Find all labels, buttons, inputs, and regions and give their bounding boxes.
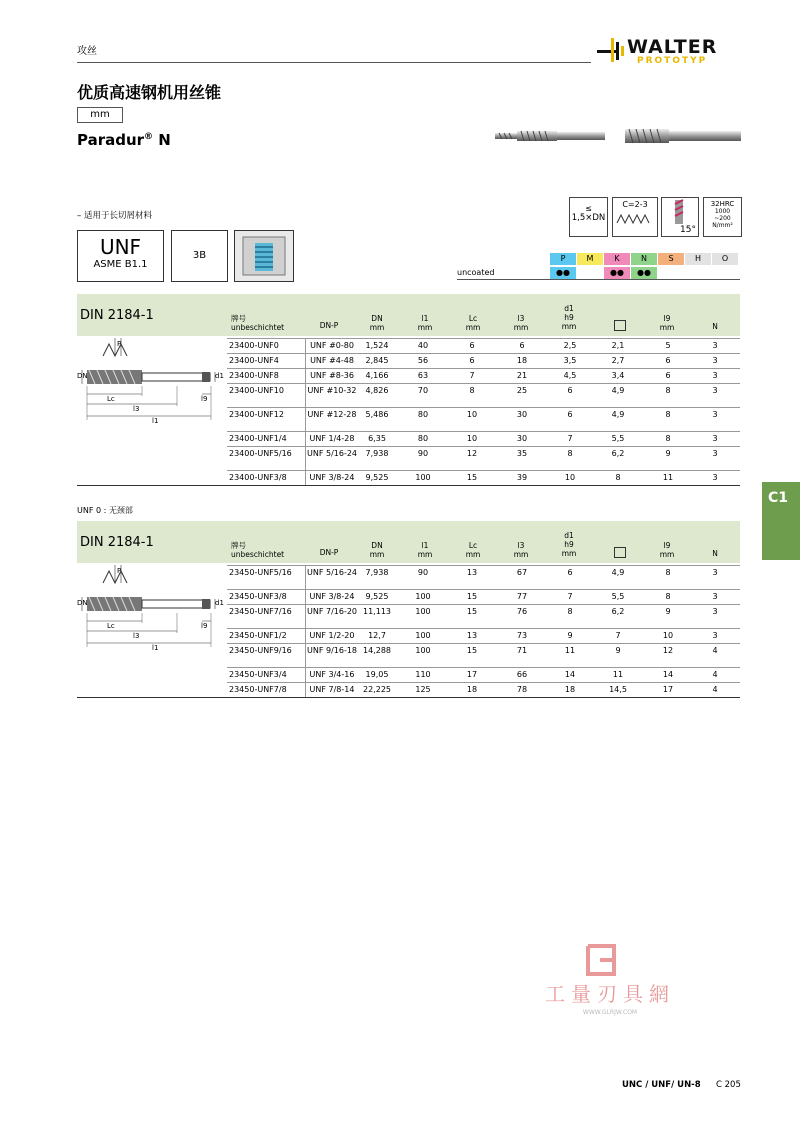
cell-l3: 21 [516,371,528,380]
article-code: 23400-UNF12 [229,410,284,419]
cell-l9: 9 [665,449,671,458]
material-k: K [604,253,630,265]
thread-type: UNF [99,235,142,259]
cell-l1: 90 [417,449,429,458]
cell-d1: 6 [567,386,573,395]
page-number: C 205 [716,1080,741,1090]
depth-value: 1,5×DN [571,213,606,223]
cell-lc: 15 [466,473,478,482]
cell-dn: 7,938 [365,568,389,577]
col-dn: DN mm [369,314,385,332]
cell-lc: 15 [466,646,478,655]
col-l3: l3 mm [513,541,529,559]
cell-dnp: UNF 5/16-24 [307,449,358,458]
material-rating-h [685,267,711,279]
cell-l1: 63 [417,371,429,380]
cell-l3: 35 [516,449,528,458]
material-n: N [631,253,657,265]
cell-dn: 19,05 [365,670,389,679]
cell-dn: 6,35 [368,434,386,443]
cell-d1: 6 [567,410,573,419]
cell-l9: 8 [665,592,671,601]
article-code: 23400-UNF3/8 [229,473,287,482]
cell-l9: 8 [665,434,671,443]
col-n: N [712,549,718,558]
article-code: 23450-UNF1/2 [229,631,287,640]
cell-d1: 8 [567,607,573,616]
cell-d1: 4,5 [563,371,577,380]
cell-n: 3 [712,341,718,350]
cell-n: 3 [712,386,718,395]
article-code: 23450-UNF7/8 [229,685,287,694]
tap-dimension-drawing: DN d1 P Lc l3 l1 l9 [77,340,224,425]
table-row [227,431,740,447]
table-row [227,383,740,408]
cell-dnp: UNF #12-28 [307,410,357,419]
table-bottom-rule [77,485,740,486]
cell-sq: 11 [612,670,624,679]
chamfer-value: C=2-3 [622,200,648,209]
material-o: O [712,253,738,265]
cell-d1: 18 [564,685,576,694]
cell-l9: 5 [665,341,671,350]
cell-l1: 80 [417,410,429,419]
cell-lc: 6 [469,356,475,365]
cell-l9: 8 [665,386,671,395]
cell-sq: 8 [615,473,621,482]
header-divider [77,62,591,63]
column-separator [305,338,306,485]
cell-sq: 14,5 [609,685,627,694]
cell-d1: 11 [564,646,576,655]
cell-d1: 14 [564,670,576,679]
table-row [227,565,740,590]
article-code: 23400-UNF10 [229,386,284,395]
cell-d1: 7 [567,592,573,601]
cell-dn: 5,486 [365,410,389,419]
table-row [227,604,740,629]
tap-image-1 [495,131,605,141]
cell-d1: 2,5 [563,341,577,350]
cell-d1: 7 [567,434,573,443]
cell-l9: 17 [662,685,674,694]
hardness-unit: N/mm² [712,222,733,229]
col-l9: l9 mm [659,314,675,332]
cell-lc: 15 [466,607,478,616]
cell-n: 3 [712,568,718,577]
cell-l3: 18 [516,356,528,365]
cell-l3: 77 [516,592,528,601]
cell-l3: 76 [516,607,528,616]
cell-l3: 39 [516,473,528,482]
footer-label: UNC / UNF/ UN-8 [622,1080,701,1090]
cell-l3: 25 [516,386,528,395]
footnote: UNF 0 : 无颈部 [77,506,133,515]
table-header [77,294,740,336]
cell-l1: 56 [417,356,429,365]
cell-lc: 7 [469,371,475,380]
watermark-text: 工量刃具網 [545,982,675,1006]
table-bottom-rule [77,697,740,698]
coating-divider [457,279,740,280]
cell-dnp: UNF 1/2-20 [309,631,355,640]
col-n: N [712,322,718,331]
standard-label: DIN 2184-1 [80,308,154,323]
cell-dnp: UNF #10-32 [307,386,357,395]
cell-l1: 80 [417,434,429,443]
product-name: Paradur® N [77,131,171,149]
chapter-tab[interactable]: C1 [762,482,800,560]
cell-sq: 4,9 [611,386,625,395]
cell-lc: 18 [466,685,478,694]
material-rating-m [577,267,603,279]
dim-l1: l1 [152,644,159,652]
article-code: 23450-UNF9/16 [229,646,292,655]
cell-l1: 70 [417,386,429,395]
material-h: H [685,253,711,265]
table-row [227,667,740,683]
table-row [227,589,740,605]
cell-sq: 6,2 [611,607,625,616]
dim-d1: d1 [215,599,224,607]
cell-l3: 73 [516,631,528,640]
article-code: 23400-UNF4 [229,356,279,365]
cell-sq: 9 [615,646,621,655]
cell-lc: 13 [466,568,478,577]
col-lc: Lc mm [465,541,481,559]
helix-angle: 15° [680,225,696,235]
helix-box [661,197,699,237]
col-l1: l1 mm [417,541,433,559]
logo-wordmark: WALTER [627,36,718,58]
article-code: 23400-UNF0 [229,341,279,350]
cell-l3: 30 [516,410,528,419]
cell-n: 3 [712,631,718,640]
dim-lc: Lc [107,395,115,403]
cell-sq: 2,1 [611,341,625,350]
dim-d1: d1 [215,372,224,380]
cell-sq: 5,5 [611,434,625,443]
col-dnp: DN-P [319,321,339,330]
material-rating-o [712,267,738,279]
material-rating-s [658,267,684,279]
chamfer-box [612,197,658,237]
cell-dnp: UNF #8-36 [310,371,354,380]
col-d1: d1 h9 mm [561,531,577,558]
cell-n: 3 [712,371,718,380]
table-row [227,368,740,384]
table-row [227,682,740,698]
cell-n: 3 [712,434,718,443]
threaded-hole-icon [234,230,294,282]
cell-n: 3 [712,473,718,482]
hardness-box [703,197,742,237]
dim-l9: l9 [201,395,208,403]
cell-dnp: UNF #0-80 [310,341,354,350]
cell-sq: 2,7 [611,356,625,365]
col-d1: d1 h9 mm [561,304,577,331]
cell-dnp: UNF #4-48 [310,356,354,365]
cell-lc: 17 [466,670,478,679]
table-row [227,353,740,369]
cell-sq: 6,2 [611,449,625,458]
thread-type-box [77,230,164,282]
col-l3: l3 mm [513,314,529,332]
cell-l1: 110 [415,670,431,679]
cell-n: 3 [712,356,718,365]
dim-lc: Lc [107,622,115,630]
cell-lc: 13 [466,631,478,640]
tolerance-box: 3B [171,230,228,282]
col-lc: Lc mm [465,314,481,332]
hardness-min: ~200 [714,215,731,222]
cell-dnp: UNF 5/16-24 [307,568,358,577]
table-row [227,446,740,471]
cell-l9: 10 [662,631,674,640]
cell-dnp: UNF 7/16-20 [307,607,358,616]
cell-dnp: UNF 3/8-24 [309,473,355,482]
cell-l1: 100 [415,473,431,482]
cell-dn: 1,524 [365,341,389,350]
article-code: 23400-UNF1/4 [229,434,287,443]
dim-l1: l1 [152,417,159,425]
cell-sq: 4,9 [611,568,625,577]
cell-l3: 67 [516,568,528,577]
cell-l9: 6 [665,371,671,380]
col-l1: l1 mm [417,314,433,332]
cell-l9: 8 [665,568,671,577]
cell-l9: 8 [665,410,671,419]
logo-bars-icon [597,36,627,66]
cell-l9: 6 [665,356,671,365]
cell-d1: 6 [567,568,573,577]
cell-lc: 10 [466,434,478,443]
dim-l3: l3 [133,405,140,413]
cell-dnp: UNF 1/4-28 [309,434,355,443]
cell-dnp: UNF 7/8-14 [309,685,355,694]
cell-n: 3 [712,592,718,601]
dim-l9: l9 [201,622,208,630]
cell-lc: 10 [466,410,478,419]
cell-dnp: UNF 9/16-18 [307,646,358,655]
cell-l3: 71 [516,646,528,655]
walter-logo [597,30,742,70]
cell-n: 4 [712,670,718,679]
col-l9: l9 mm [659,541,675,559]
cell-l9: 11 [662,473,674,482]
article-code: 23450-UNF3/4 [229,670,287,679]
cell-l1: 100 [415,607,431,616]
cell-n: 3 [712,410,718,419]
material-rating-k: ●● [604,267,630,279]
depth-symbol: ≤ [585,204,592,213]
cell-n: 4 [712,646,718,655]
cell-lc: 15 [466,592,478,601]
helix-flute-icon [663,198,697,224]
cell-lc: 6 [469,341,475,350]
cell-l9: 12 [662,646,674,655]
page-title: 优质高速钢机用丝锥 [77,83,222,102]
cell-l1: 100 [415,631,431,640]
standard-label: DIN 2184-1 [80,535,154,550]
article-code: 23400-UNF5/16 [229,449,292,458]
cell-d1: 3,5 [563,356,577,365]
coating-label: uncoated [457,268,495,277]
cell-d1: 9 [567,631,573,640]
cell-sq: 7 [615,631,621,640]
material-rating-p: ●● [550,267,576,279]
table-row [227,470,740,486]
table-row [227,628,740,644]
cell-dn: 4,826 [365,386,389,395]
cell-dnp: UNF 3/8-24 [309,592,355,601]
dim-l3: l3 [133,632,140,640]
cell-dn: 12,7 [368,631,386,640]
article-code: 23450-UNF5/16 [229,568,292,577]
logo-subtitle: PROTOTYP [637,56,708,66]
cell-d1: 10 [564,473,576,482]
cell-l3: 30 [516,434,528,443]
cell-n: 3 [712,607,718,616]
cell-l9: 9 [665,607,671,616]
table-header [77,521,740,563]
cell-dn: 14,288 [363,646,391,655]
section-label: 攻丝 [77,46,97,57]
cell-n: 4 [712,685,718,694]
tap-dimension-drawing: DN d1 P Lc l3 l1 l9 [77,567,224,652]
dim-dn: DN [77,599,88,607]
cell-l3: 66 [516,670,528,679]
cell-dn: 22,225 [363,685,391,694]
cell-l9: 14 [662,670,674,679]
material-s: S [658,253,684,265]
unit-box: mm [77,107,123,123]
col-dnp: DN-P [319,548,339,557]
cell-l1: 100 [415,592,431,601]
cell-dn: 2,845 [365,356,389,365]
cell-dn: 7,938 [365,449,389,458]
cell-dn: 9,525 [365,473,389,482]
table-row [227,643,740,668]
column-separator [305,565,306,697]
cell-l1: 100 [415,646,431,655]
chamfer-form-icon [615,209,655,229]
material-m: M [577,253,603,265]
table-row [227,407,740,432]
col-square-icon [614,320,626,331]
cell-lc: 12 [466,449,478,458]
thread-standard: ASME B1.1 [93,259,148,270]
cell-dn: 9,525 [365,592,389,601]
tap-images [495,126,745,148]
cell-d1: 8 [567,449,573,458]
cell-dn: 4,166 [365,371,389,380]
cell-l1: 90 [417,568,429,577]
article-code: 23450-UNF7/16 [229,607,292,616]
cell-dn: 11,113 [363,607,391,616]
suitable-note: – 适用于长切屑材料 [77,211,152,221]
cell-sq: 4,9 [611,410,625,419]
col-square-icon [614,547,626,558]
cell-n: 3 [712,449,718,458]
col-dn: DN mm [369,541,385,559]
material-p: P [550,253,576,265]
cell-l1: 125 [415,685,431,694]
cell-sq: 3,4 [611,371,625,380]
hardness-hrc: 32HRC [710,200,735,208]
dim-dn: DN [77,372,88,380]
hardness-max: 1000 [714,208,731,215]
cell-dnp: UNF 3/4-16 [309,670,355,679]
material-rating-n: ●● [631,267,657,279]
col-brand: 牌号 unbeschichtet [231,541,285,559]
article-code: 23400-UNF8 [229,371,279,380]
cell-l1: 40 [417,341,429,350]
table-row [227,338,740,354]
cell-lc: 8 [469,386,475,395]
watermark-logo-icon [582,942,622,978]
thread-depth-box [569,197,608,237]
col-brand: 牌号 unbeschichtet [231,314,285,332]
cell-l3: 78 [516,685,528,694]
watermark-url: WWW.GLRJW.COM [582,1009,638,1016]
cell-l3: 6 [519,341,525,350]
tap-image-2 [625,129,741,143]
article-code: 23450-UNF3/8 [229,592,287,601]
watermark [520,942,700,1022]
cell-sq: 5,5 [611,592,625,601]
